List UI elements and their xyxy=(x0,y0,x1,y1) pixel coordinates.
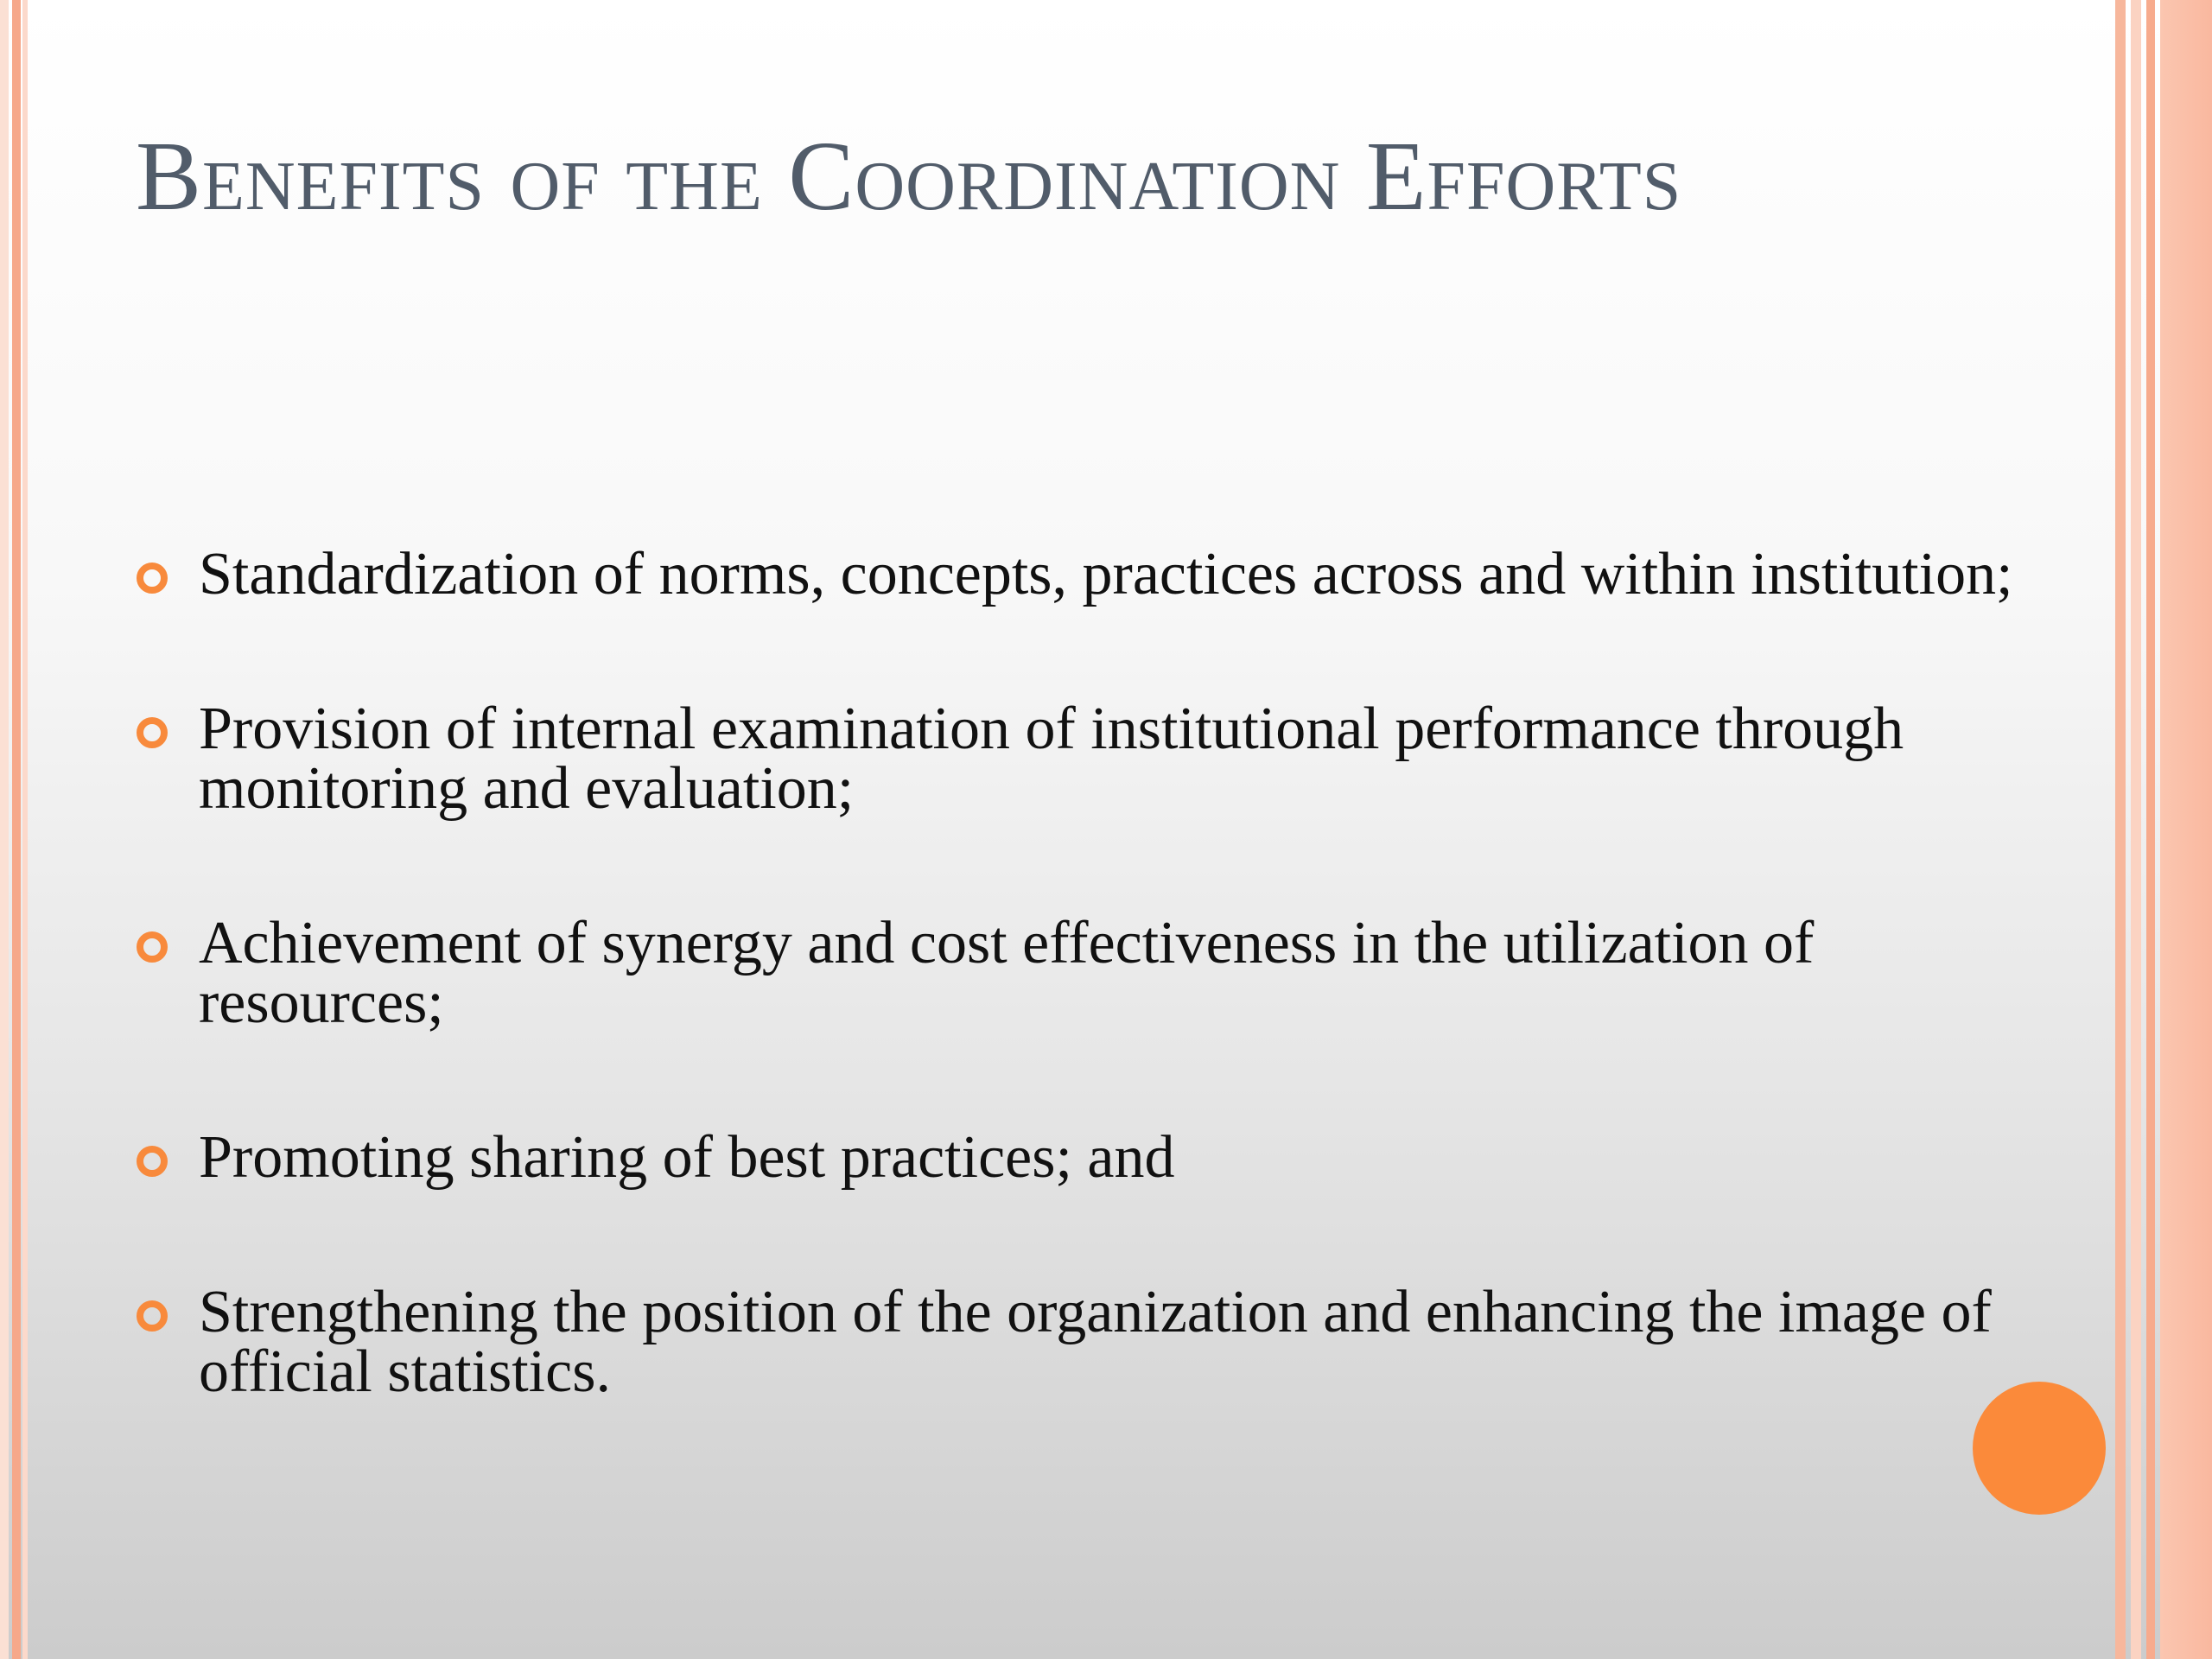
bullet-item xyxy=(130,1279,2031,1405)
bullet-text: Standardization of norms, concepts, practices across and within institution; xyxy=(199,541,2013,607)
left-decor-stripe xyxy=(12,0,21,1659)
hollow-circle-bullet-icon xyxy=(137,1146,168,1177)
bullet-text: Achievement of synergy and cost effectiveness in the utilization of resources; xyxy=(199,910,1815,1036)
bullet-item xyxy=(130,1124,2031,1191)
bullet-item xyxy=(130,696,2031,822)
bullet-text: Provision of internal examination of institutional performance through monitoring and evaluation; xyxy=(199,696,1904,822)
bullet-text: Strengthening the position of the organization and enhancing the image of official statistics. xyxy=(199,1279,1992,1405)
bullet-item xyxy=(130,910,2031,1036)
bullet-text: Promoting sharing of best practices; and xyxy=(199,1124,1175,1191)
bullet-item xyxy=(130,541,2031,607)
bullet-list xyxy=(130,541,2031,1405)
left-decor-stripe xyxy=(22,0,28,1659)
right-decor-stripe xyxy=(2115,0,2126,1659)
right-decor-stripe xyxy=(2160,0,2212,1659)
hollow-circle-bullet-icon xyxy=(137,1300,168,1332)
left-decor-stripe xyxy=(0,0,9,1659)
hollow-circle-bullet-icon xyxy=(137,717,168,748)
slide-title: Benefits of the Coordination Efforts xyxy=(136,121,1682,231)
right-decor-stripe xyxy=(2131,0,2141,1659)
hollow-circle-bullet-icon xyxy=(137,931,168,963)
hollow-circle-bullet-icon xyxy=(137,563,168,594)
orange-circle-icon xyxy=(1973,1382,2106,1515)
right-decor-stripe xyxy=(2146,0,2155,1659)
